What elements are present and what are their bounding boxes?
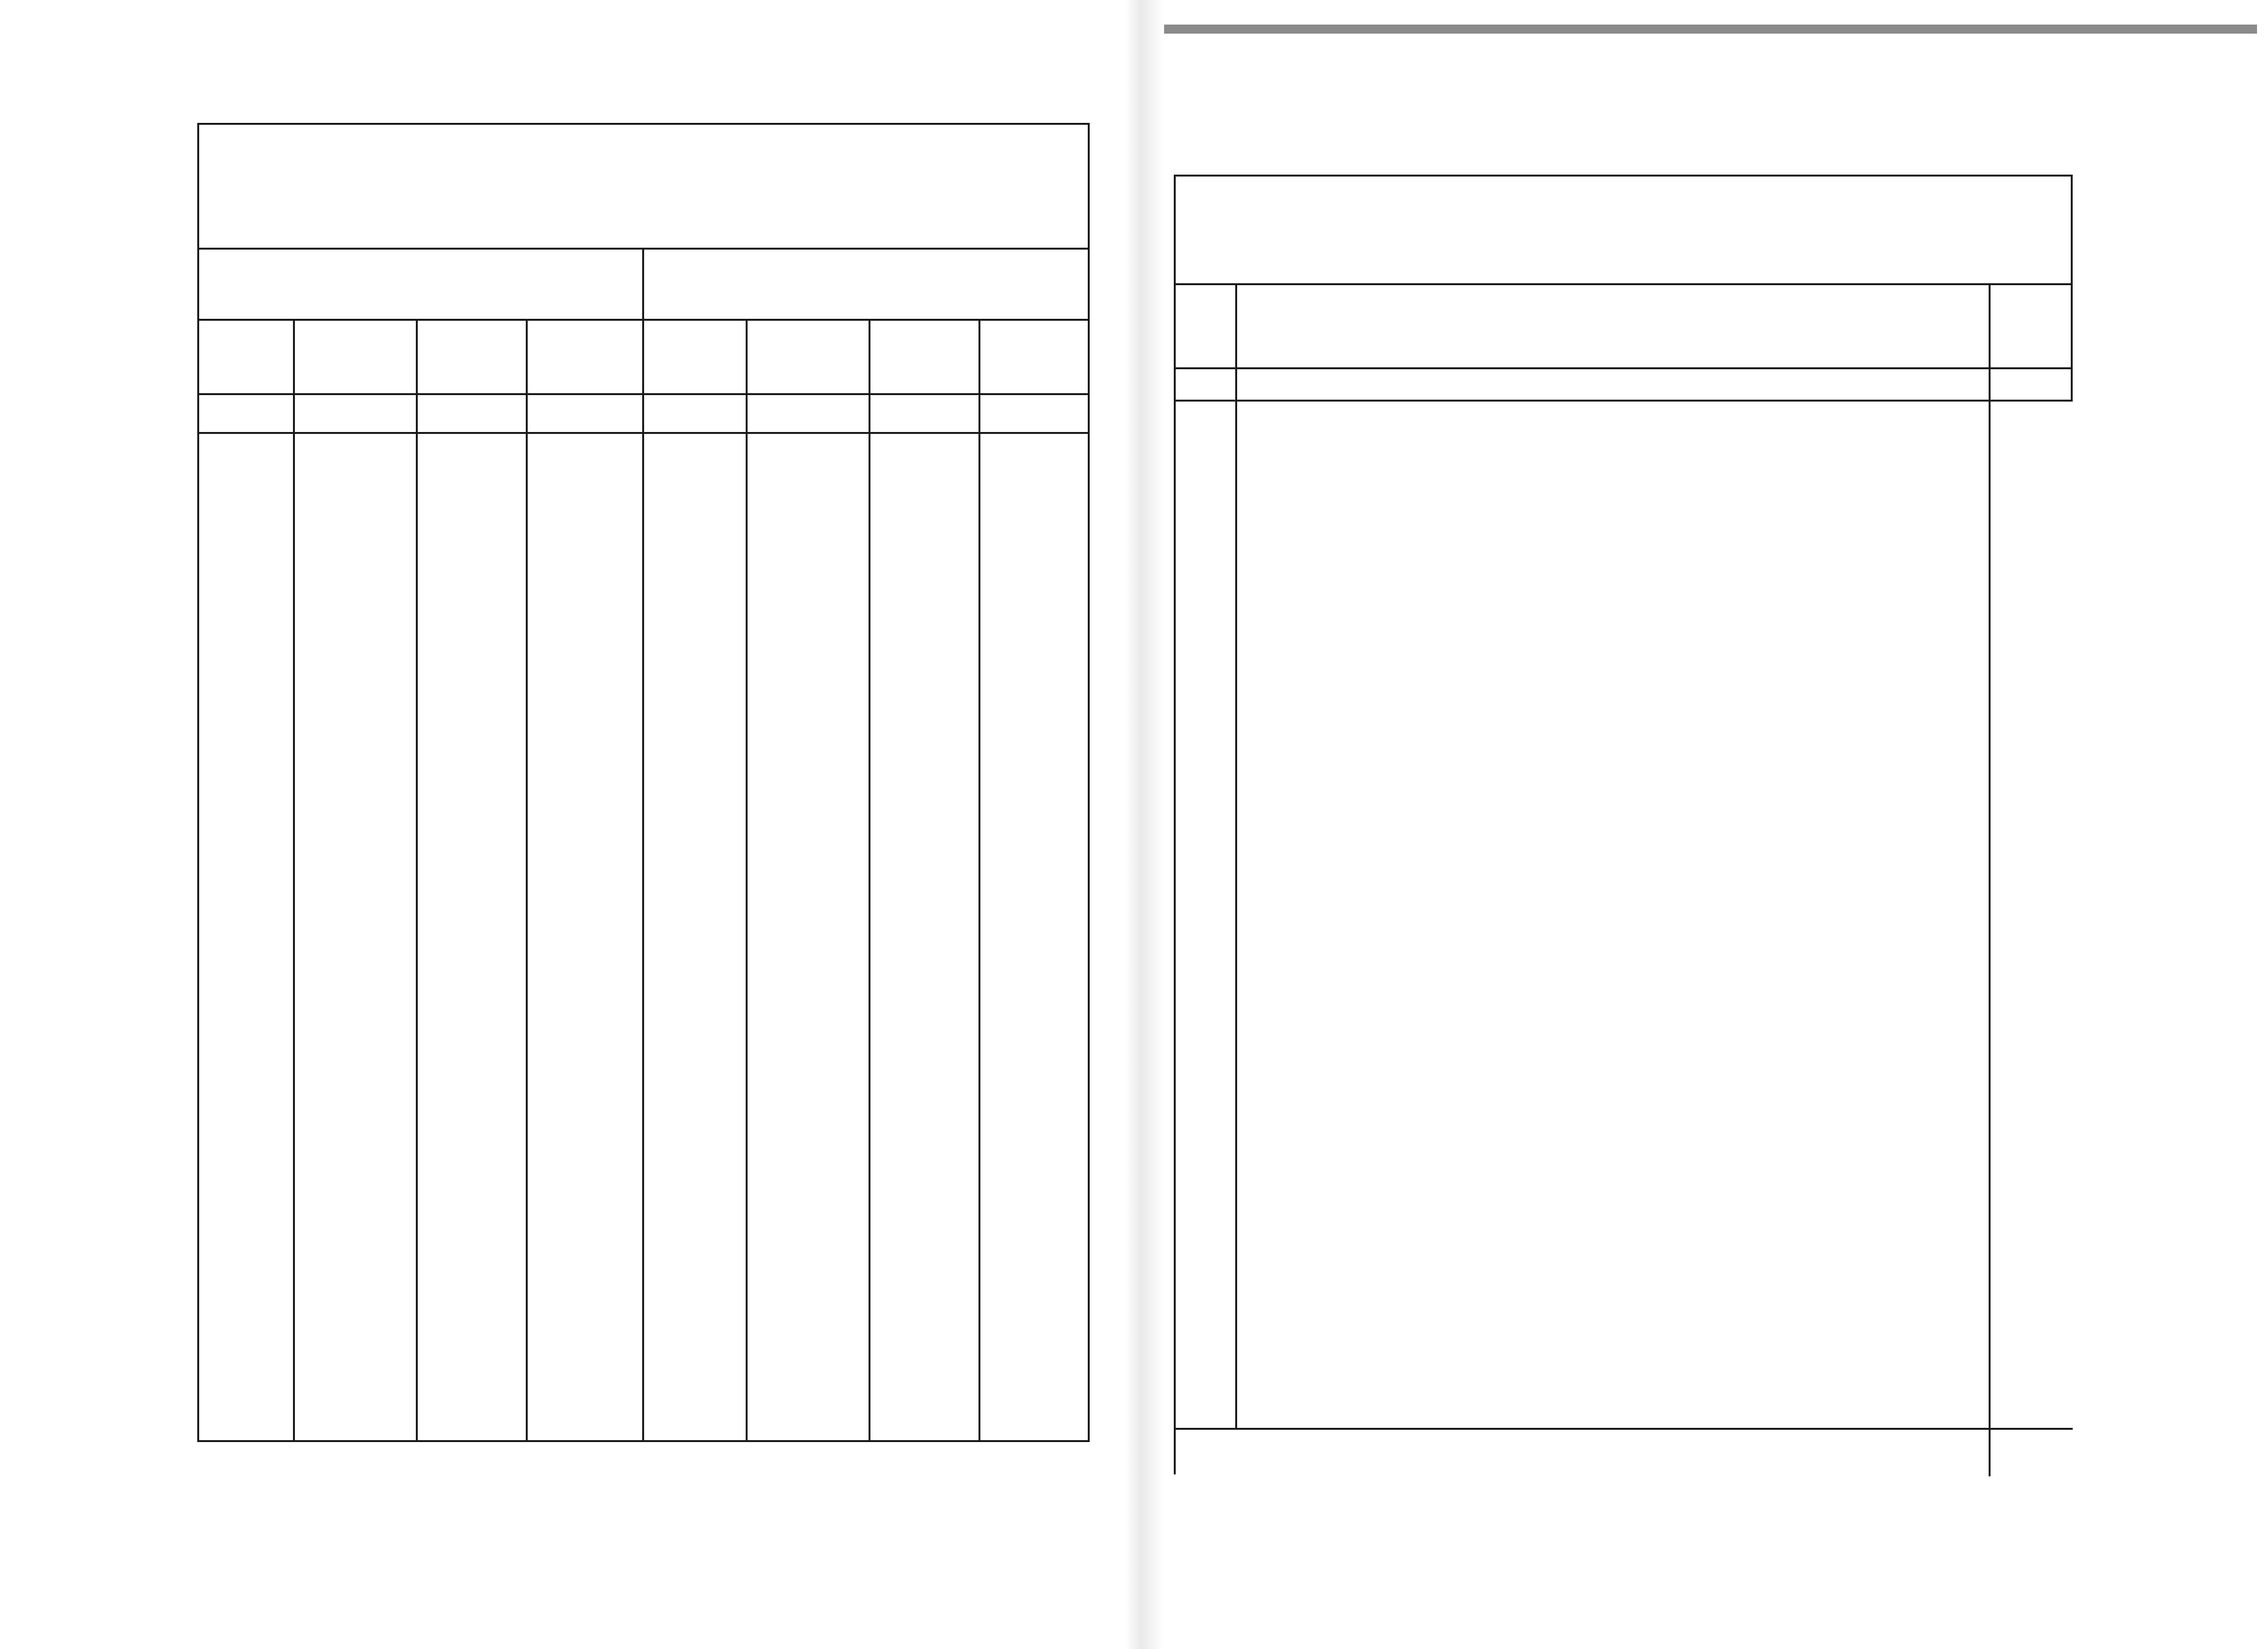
- table-of-contents: [1174, 175, 2073, 1474]
- divider: [526, 319, 528, 1440]
- divider: [978, 319, 980, 1440]
- divider: [1989, 283, 1991, 1476]
- divider: [1176, 400, 2073, 402]
- divider: [746, 319, 748, 1440]
- book-gutter: [1125, 0, 1164, 1649]
- divider: [416, 319, 418, 1440]
- divider: [1176, 1428, 2073, 1430]
- scan-top-edge: [1145, 25, 2257, 34]
- divider: [1176, 367, 2073, 369]
- divider: [1235, 283, 1237, 1428]
- train-number-index-table: [197, 123, 1090, 1442]
- divider: [869, 319, 870, 1440]
- divider: [642, 248, 644, 1440]
- divider: [2071, 177, 2073, 400]
- divider: [293, 319, 295, 1440]
- divider: [1176, 283, 2073, 285]
